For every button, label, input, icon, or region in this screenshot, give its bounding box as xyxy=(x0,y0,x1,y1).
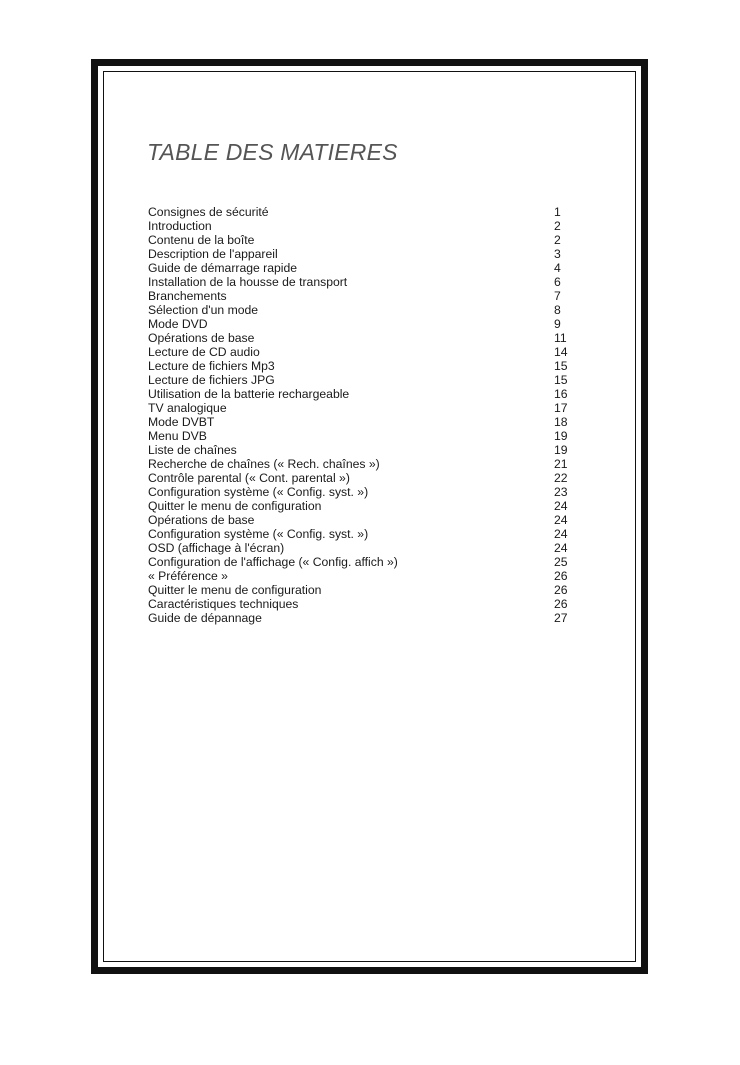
toc-entry-label: Quitter le menu de configuration xyxy=(148,583,322,597)
toc-entry-page-number: 19 xyxy=(554,443,568,457)
toc-entry-page-number: 26 xyxy=(554,569,568,583)
toc-entry-label: Consignes de sécurité xyxy=(148,205,269,219)
toc-entry[interactable] xyxy=(148,527,573,541)
toc-list xyxy=(148,205,573,625)
toc-entry-page-number: 27 xyxy=(554,611,568,625)
toc-entry-page-number: 17 xyxy=(554,401,568,415)
toc-entry[interactable] xyxy=(148,205,573,219)
toc-entry[interactable] xyxy=(148,471,573,485)
toc-entry[interactable] xyxy=(148,345,573,359)
toc-entry[interactable] xyxy=(148,569,573,583)
toc-entry-label: Quitter le menu de configuration xyxy=(148,499,322,513)
toc-entry[interactable] xyxy=(148,541,573,555)
toc-entry-label: OSD (affichage à l'écran) xyxy=(148,541,285,555)
toc-entry-page-number: 26 xyxy=(554,583,568,597)
toc-entry-label: Contenu de la boîte xyxy=(148,233,255,247)
toc-entry[interactable] xyxy=(148,303,573,317)
toc-entry[interactable] xyxy=(148,401,573,415)
toc-entry-label: Installation de la housse de transport xyxy=(148,275,348,289)
toc-entry-label: Guide de dépannage xyxy=(148,611,262,625)
toc-entry-page-number: 24 xyxy=(554,513,568,527)
toc-entry-page-number: 14 xyxy=(554,345,568,359)
toc-entry-page-number: 16 xyxy=(554,387,568,401)
toc-entry[interactable] xyxy=(148,247,573,261)
toc-entry[interactable] xyxy=(148,317,573,331)
toc-entry[interactable] xyxy=(148,289,573,303)
toc-entry-page-number: 24 xyxy=(554,527,568,541)
toc-entry-label: « Préférence » xyxy=(148,569,228,583)
toc-entry-page-number: 26 xyxy=(554,597,568,611)
toc-entry-label: Guide de démarrage rapide xyxy=(148,261,298,275)
toc-entry[interactable] xyxy=(148,359,573,373)
toc-entry[interactable] xyxy=(148,261,573,275)
toc-entry[interactable] xyxy=(148,443,573,457)
toc-title: TABLE DES MATIERES xyxy=(147,139,398,165)
toc-entry[interactable] xyxy=(148,485,573,499)
toc-entry[interactable] xyxy=(148,275,573,289)
toc-entry[interactable] xyxy=(148,233,573,247)
toc-entry-label: Opérations de base xyxy=(148,331,255,345)
toc-entry-page-number: 4 xyxy=(554,261,561,275)
toc-entry[interactable] xyxy=(148,597,573,611)
toc-entry-page-number: 9 xyxy=(554,317,561,331)
toc-entry-label: Contrôle parental (« Cont. parental ») xyxy=(148,471,350,485)
toc-entry-page-number: 19 xyxy=(554,429,568,443)
toc-entry[interactable] xyxy=(148,373,573,387)
toc-entry-page-number: 1 xyxy=(554,205,561,219)
toc-entry[interactable] xyxy=(148,555,573,569)
toc-entry-label: Sélection d'un mode xyxy=(148,303,259,317)
toc-entry-page-number: 3 xyxy=(554,247,561,261)
toc-entry-label: Opérations de base xyxy=(148,513,255,527)
toc-entry-page-number: 23 xyxy=(554,485,568,499)
toc-entry-page-number: 11 xyxy=(554,331,567,345)
toc-entry-label: Utilisation de la batterie rechargeable xyxy=(148,387,350,401)
toc-entry-label: Mode DVD xyxy=(148,317,208,331)
toc-entry-page-number: 24 xyxy=(554,541,568,555)
toc-entry[interactable] xyxy=(148,219,573,233)
toc-entry-label: Recherche de chaînes (« Rech. chaînes ») xyxy=(148,457,380,471)
toc-entry[interactable] xyxy=(148,429,573,443)
toc-entry-label: Configuration système (« Config. syst. ») xyxy=(148,527,369,541)
toc-entry[interactable] xyxy=(148,513,573,527)
toc-entry-label: Menu DVB xyxy=(148,429,207,443)
toc-entry[interactable] xyxy=(148,415,573,429)
toc-entry-label: Configuration de l'affichage (« Config. affich ») xyxy=(148,555,398,569)
toc-entry[interactable] xyxy=(148,499,573,513)
toc-entry-label: Description de l'appareil xyxy=(148,247,278,261)
toc-entry-page-number: 6 xyxy=(554,275,561,289)
toc-entry-page-number: 18 xyxy=(554,415,568,429)
toc-entry-page-number: 24 xyxy=(554,499,568,513)
toc-entry-label: Lecture de fichiers Mp3 xyxy=(148,359,275,373)
toc-entry-label: Lecture de CD audio xyxy=(148,345,260,359)
toc-entry[interactable] xyxy=(148,583,573,597)
toc-entry[interactable] xyxy=(148,457,573,471)
toc-entry-label: Mode DVBT xyxy=(148,415,215,429)
toc-entry-label: Introduction xyxy=(148,219,212,233)
toc-entry-page-number: 8 xyxy=(554,303,561,317)
toc-entry-page-number: 21 xyxy=(554,457,568,471)
toc-entry-page-number: 2 xyxy=(554,233,561,247)
toc-entry-label: Lecture de fichiers JPG xyxy=(148,373,275,387)
toc-entry[interactable] xyxy=(148,387,573,401)
toc-entry-label: Configuration système (« Config. syst. ») xyxy=(148,485,369,499)
toc-entry[interactable] xyxy=(148,611,573,625)
toc-entry-label: TV analogique xyxy=(148,401,227,415)
toc-entry-page-number: 22 xyxy=(554,471,568,485)
toc-entry-page-number: 2 xyxy=(554,219,561,233)
toc-entry-page-number: 15 xyxy=(554,373,568,387)
toc-entry-label: Branchements xyxy=(148,289,227,303)
toc-entry-page-number: 7 xyxy=(554,289,561,303)
toc-entry-page-number: 15 xyxy=(554,359,568,373)
toc-entry-label: Caractéristiques techniques xyxy=(148,597,299,611)
toc-entry-label: Liste de chaînes xyxy=(148,443,237,457)
toc-entry[interactable] xyxy=(148,331,573,345)
toc-entry-page-number: 25 xyxy=(554,555,568,569)
